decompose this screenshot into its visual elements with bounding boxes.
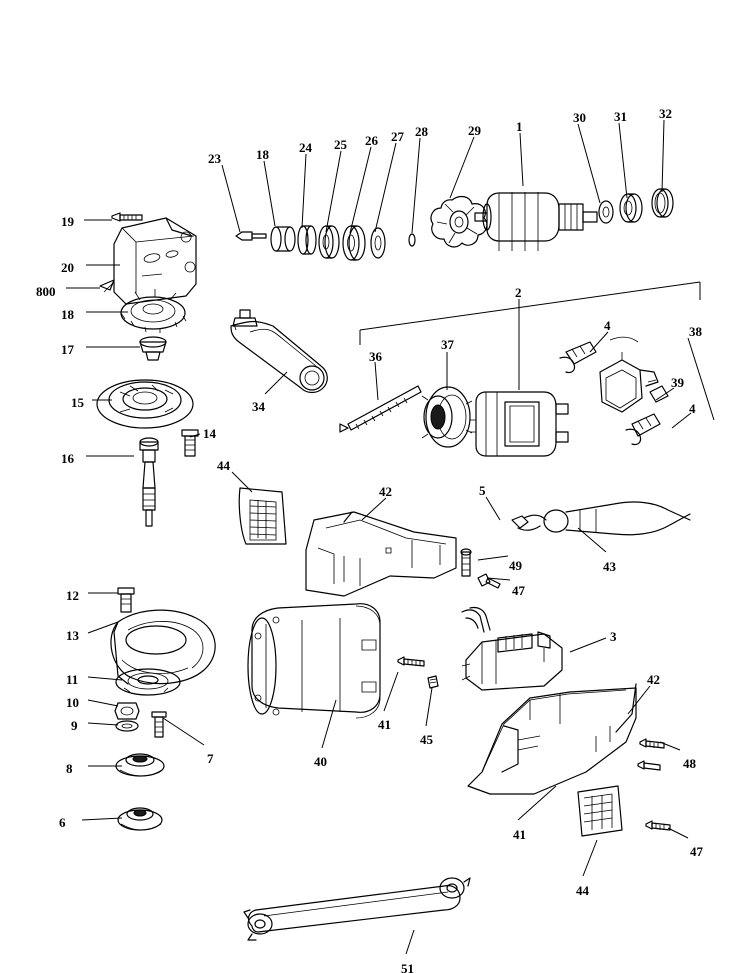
vent-grille-44b [578,786,622,836]
callout-28: 28 [415,124,428,139]
callout-24: 24 [299,140,312,155]
baffle-37 [422,387,472,447]
callout-45: 45 [420,732,433,747]
callout-6: 6 [59,815,66,830]
leader-lines [66,120,714,954]
callout-42-upper: 42 [379,484,392,499]
callout-8: 8 [66,761,73,776]
callout-4-lower: 4 [689,401,696,416]
callout-25: 25 [334,137,347,152]
callout-51: 51 [401,961,414,973]
callout-19: 19 [61,214,74,229]
handle-housing-42b [468,684,636,794]
screw-12 [118,588,134,612]
motor-housing-40 [248,604,380,718]
callout-16: 16 [61,451,74,466]
small-fasteners-mid [461,549,500,588]
screws-right [638,739,670,830]
callout-12: 12 [66,588,79,603]
callout-13: 13 [66,628,79,643]
bearing-plate-group [97,380,198,526]
callout-23: 23 [208,151,221,166]
callout-38: 38 [689,324,702,339]
callout-44-upper: 44 [217,458,230,473]
callout-7: 7 [207,751,214,766]
callout-20: 20 [61,260,74,275]
callout-36: 36 [369,349,382,364]
handle-housing-42a [306,512,456,596]
long-screw-36 [340,386,421,432]
callout-48: 48 [683,756,696,771]
power-cord-group [512,502,690,535]
vent-grille-44a [239,488,286,544]
callout-800: 800 [36,284,56,299]
brush-holder-group [560,337,668,444]
callout-40: 40 [314,754,327,769]
callout-18-gear: 18 [61,307,74,322]
callout-42-lower: 42 [647,672,660,687]
callout-4-upper: 4 [604,318,611,333]
callout-5: 5 [479,483,486,498]
callout-14: 14 [203,426,216,441]
callout-18-top: 18 [256,147,269,162]
wrench-51 [244,878,470,940]
armature-assembly-group [236,189,673,260]
callout-10: 10 [66,695,79,710]
callout-26: 26 [365,133,378,148]
callout-49: 49 [509,558,522,573]
callout-41-upper: 41 [378,717,391,732]
switch-assembly-3 [462,607,562,690]
callout-39: 39 [671,375,684,390]
screws-41-45 [398,657,438,688]
field-case-group [470,392,568,456]
gear-case-group [100,213,196,360]
callout-41-lower: 41 [513,827,526,842]
callout-15: 15 [71,395,84,410]
callout-43: 43 [603,559,616,574]
callout-1: 1 [516,119,523,134]
callout-3: 3 [610,629,617,644]
lower-left-stack [115,669,180,830]
callout-37: 37 [441,337,454,352]
callout-2: 2 [515,285,522,300]
callout-32: 32 [659,106,672,121]
callout-47-mid: 47 [512,583,525,598]
callout-11: 11 [66,672,79,687]
callout-9: 9 [71,718,78,733]
callout-34: 34 [252,399,265,414]
callout-17: 17 [61,342,74,357]
callout-31: 31 [614,109,627,124]
callout-29: 29 [468,123,481,138]
callout-47-right: 47 [690,844,703,859]
callout-30: 30 [573,110,586,125]
callout-27: 27 [391,129,404,144]
callout-44-lower: 44 [576,883,589,898]
